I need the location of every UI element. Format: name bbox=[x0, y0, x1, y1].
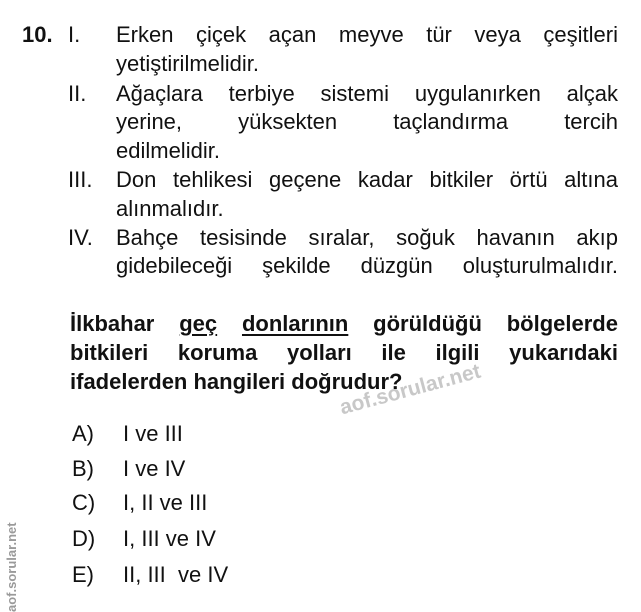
option-letter[interactable]: B) bbox=[72, 456, 94, 481]
option-text[interactable]: I, III ve IV bbox=[123, 526, 216, 551]
statement-line: Bahçe tesisinde sıralar, soğuk havanın akıp bbox=[116, 225, 618, 250]
question-stem-line: ifadelerden hangileri doğrudur? bbox=[70, 369, 403, 394]
statement-line: Ağaçlara terbiye sistemi uygulanırken alçak bbox=[116, 81, 618, 106]
question-number: 10. bbox=[22, 22, 53, 47]
option-letter[interactable]: C) bbox=[72, 490, 96, 515]
statement-line: alınmalıdır. bbox=[116, 196, 224, 221]
statement-line: Don tehlikesi geçene kadar bitkiler örtü altına bbox=[116, 167, 618, 192]
statement-line: yetiştirilmelidir. bbox=[116, 51, 260, 76]
option-text[interactable]: I, II ve III bbox=[123, 490, 208, 515]
watermark: aof.sorular.net bbox=[337, 359, 484, 420]
option-letter[interactable]: D) bbox=[72, 526, 96, 551]
side-watermark: aof.sorular.net bbox=[4, 522, 19, 612]
statement-line: Erken çiçek açan meyve tür veya çeşitleri bbox=[116, 22, 618, 47]
underlined-term: donlarının bbox=[241, 311, 349, 336]
statement-line: gidebileceği şekilde düzgün oluşturulmalıdır. bbox=[116, 253, 618, 278]
underlined-term: geç bbox=[179, 311, 218, 336]
statement-numeral: I. bbox=[68, 22, 81, 47]
option-letter[interactable]: A) bbox=[72, 421, 94, 446]
option-text[interactable]: I ve III bbox=[123, 421, 183, 446]
statement-line: yerine, yüksekten taçlandırma tercih bbox=[116, 109, 618, 134]
question-stem-line: bitkileri koruma yolları ile ilgili yukarıdaki bbox=[70, 340, 618, 365]
option-text[interactable]: II, III ve IV bbox=[123, 562, 229, 587]
question-text: görüldüğü bölgelerde bbox=[373, 311, 618, 336]
option-letter[interactable]: E) bbox=[72, 562, 94, 587]
statement-numeral: II. bbox=[68, 81, 87, 106]
option-text[interactable]: I ve IV bbox=[123, 456, 186, 481]
statement-numeral: IV. bbox=[68, 225, 93, 250]
question-text: İlkbahar bbox=[70, 311, 155, 336]
question-stem-line bbox=[70, 311, 618, 337]
statement-line: edilmelidir. bbox=[116, 138, 220, 163]
statement-numeral: III. bbox=[68, 167, 93, 192]
